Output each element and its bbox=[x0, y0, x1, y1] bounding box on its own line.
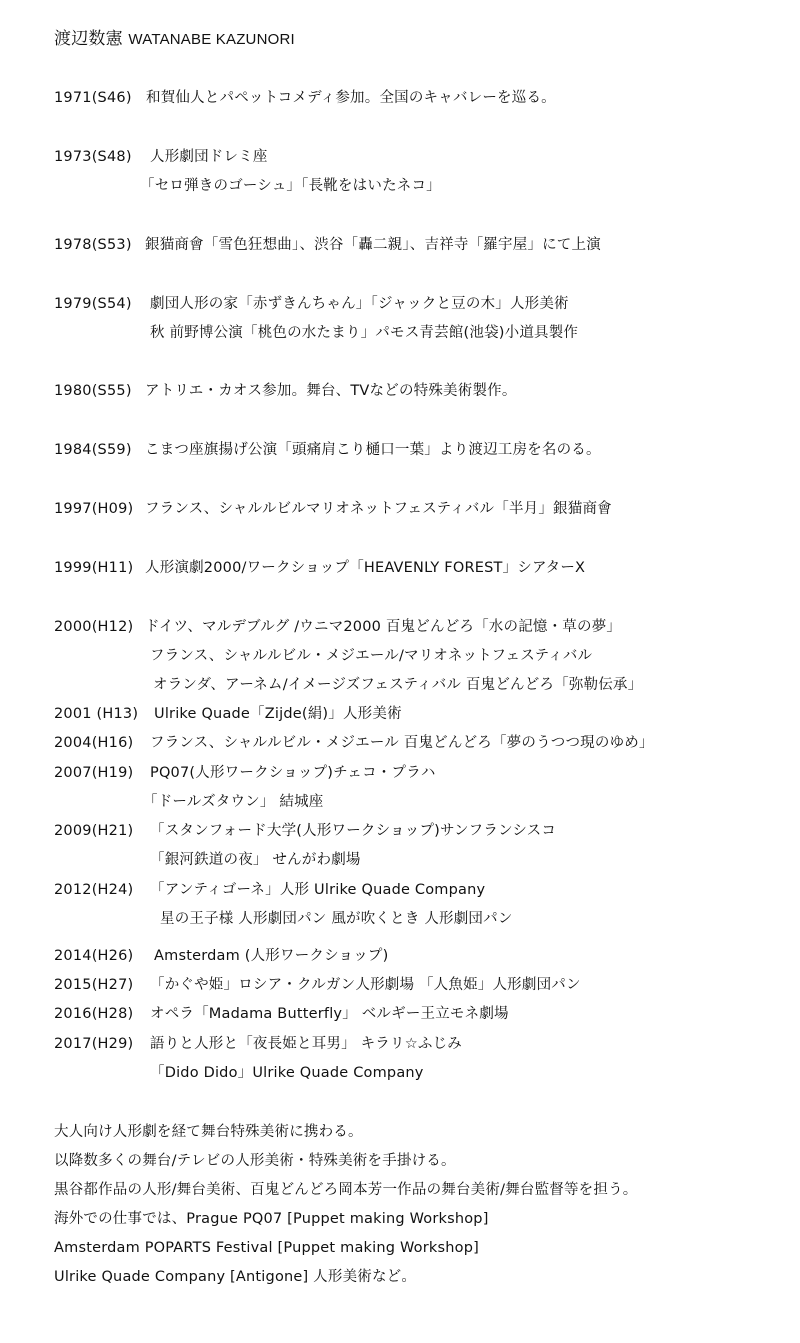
summary-line: 黒谷都作品の人形/舞台美術、百鬼どんどろ岡本芳一作品の舞台美術/舞台監督等を担う。 bbox=[54, 1182, 638, 1198]
career-text: 「スタンフォード大学(人形ワークショップ)サンフランシスコ bbox=[150, 823, 557, 839]
page-title bbox=[54, 27, 295, 52]
career-year: 1980(S55) bbox=[54, 383, 132, 399]
career-year: 2014(H26) bbox=[54, 948, 134, 964]
career-text: 星の王子様 人形劇団パン 風が吹くとき 人形劇団パン bbox=[160, 911, 513, 927]
career-text: オペラ「Madama Butterfly」 ベルギー王立モネ劇場 bbox=[150, 1006, 509, 1022]
career-text: 人形演劇2000/ワークショップ「HEAVENLY FOREST」シアターX bbox=[145, 560, 586, 576]
career-year: 2017(H29) bbox=[54, 1036, 134, 1052]
career-text: 銀猫商會「雪色狂想曲」、渋谷「轟二親」、吉祥寺「羅宇屋」にて上演 bbox=[145, 237, 601, 253]
career-text: オランダ、アーネム/イメージズフェスティバル 百鬼どんどろ「弥勒伝承」 bbox=[153, 677, 643, 693]
career-text: 「アンティゴーネ」人形 Ulrike Quade Company bbox=[150, 882, 486, 898]
career-year: 1979(S54) bbox=[54, 296, 132, 312]
career-text: 劇団人形の家「赤ずきんちゃん」「ジャックと豆の木」人形美術 bbox=[150, 296, 569, 312]
career-text: 「ドールズタウン」 結城座 bbox=[143, 794, 324, 810]
summary-line: 海外での仕事では、Prague PQ07 [Puppet making Workshop] bbox=[54, 1211, 489, 1227]
career-year: 2016(H28) bbox=[54, 1006, 134, 1022]
summary-line: 以降数多くの舞台/テレビの人形美術・特殊美術を手掛ける。 bbox=[54, 1153, 456, 1169]
career-text: 「セロ弾きのゴーシュ」「長靴をはいたネコ」 bbox=[140, 178, 441, 194]
career-year: 2015(H27) bbox=[54, 977, 134, 993]
career-text: 「銀河鉄道の夜」 せんがわ劇場 bbox=[150, 852, 361, 868]
career-text: 「Dido Dido」Ulrike Quade Company bbox=[150, 1065, 424, 1081]
career-text: フランス、シャルルビル・メジエール 百鬼どんどろ「夢のうつつ現のゆめ」 bbox=[150, 735, 654, 751]
career-text: 語りと人形と「夜長姫と耳男」 キラリ☆ふじみ bbox=[150, 1036, 463, 1052]
career-year: 2000(H12) bbox=[54, 619, 134, 635]
career-year: 2007(H19) bbox=[54, 765, 134, 781]
career-text: ドイツ、マルデブルグ /ウニマ2000 百鬼どんどろ「水の記憶・草の夢」 bbox=[145, 619, 622, 635]
career-year: 1973(S48) bbox=[54, 149, 132, 165]
summary-line: 大人向け人形劇を経て舞台特殊美術に携わる。 bbox=[54, 1124, 363, 1140]
career-text: 人形劇団ドレミ座 bbox=[150, 149, 268, 165]
career-year: 2001 (H13) bbox=[54, 706, 139, 722]
summary-line: Ulrike Quade Company [Antigone] 人形美術など。 bbox=[54, 1269, 417, 1285]
career-text: PQ07(人形ワークショップ)チェコ・プラハ bbox=[150, 765, 436, 781]
name-english: WATANABE KAZUNORI bbox=[128, 31, 295, 48]
career-year: 2009(H21) bbox=[54, 823, 134, 839]
career-text: こまつ座旗揚げ公演「頭痛肩こり樋口一葉」より渡辺工房を名のる。 bbox=[145, 442, 601, 458]
career-text: フランス、シャルルビル・メジエール/マリオネットフェスティバル bbox=[150, 648, 593, 664]
career-year: 1971(S46) bbox=[54, 90, 132, 106]
career-year: 2012(H24) bbox=[54, 882, 134, 898]
career-text: フランス、シャルルビルマリオネットフェスティバル「半月」銀猫商會 bbox=[145, 501, 612, 517]
career-year: 1999(H11) bbox=[54, 560, 134, 576]
career-year: 1978(S53) bbox=[54, 237, 132, 253]
career-year: 1997(H09) bbox=[54, 501, 134, 517]
career-text: Ulrike Quade「Zijde(絹)」人形美術 bbox=[154, 706, 402, 722]
name-japanese: 渡辺数憲 bbox=[54, 29, 123, 49]
career-text: 秋 前野博公演「桃色の水たまり」パモス青芸館(池袋)小道具製作 bbox=[150, 325, 579, 341]
career-text: アトリエ・カオス参加。舞台、TVなどの特殊美術製作。 bbox=[145, 383, 517, 399]
career-text: 和賀仙人とパペットコメディ参加。全国のキャバレーを巡る。 bbox=[146, 90, 556, 106]
summary-line: Amsterdam POPARTS Festival [Puppet making Workshop] bbox=[54, 1240, 479, 1256]
career-text: 「かぐや姫」ロシア・クルガン人形劇場 「人魚姫」人形劇団パン bbox=[150, 977, 581, 993]
career-year: 1984(S59) bbox=[54, 442, 132, 458]
career-year: 2004(H16) bbox=[54, 735, 134, 751]
career-text: Amsterdam (人形ワークショップ) bbox=[154, 948, 389, 964]
